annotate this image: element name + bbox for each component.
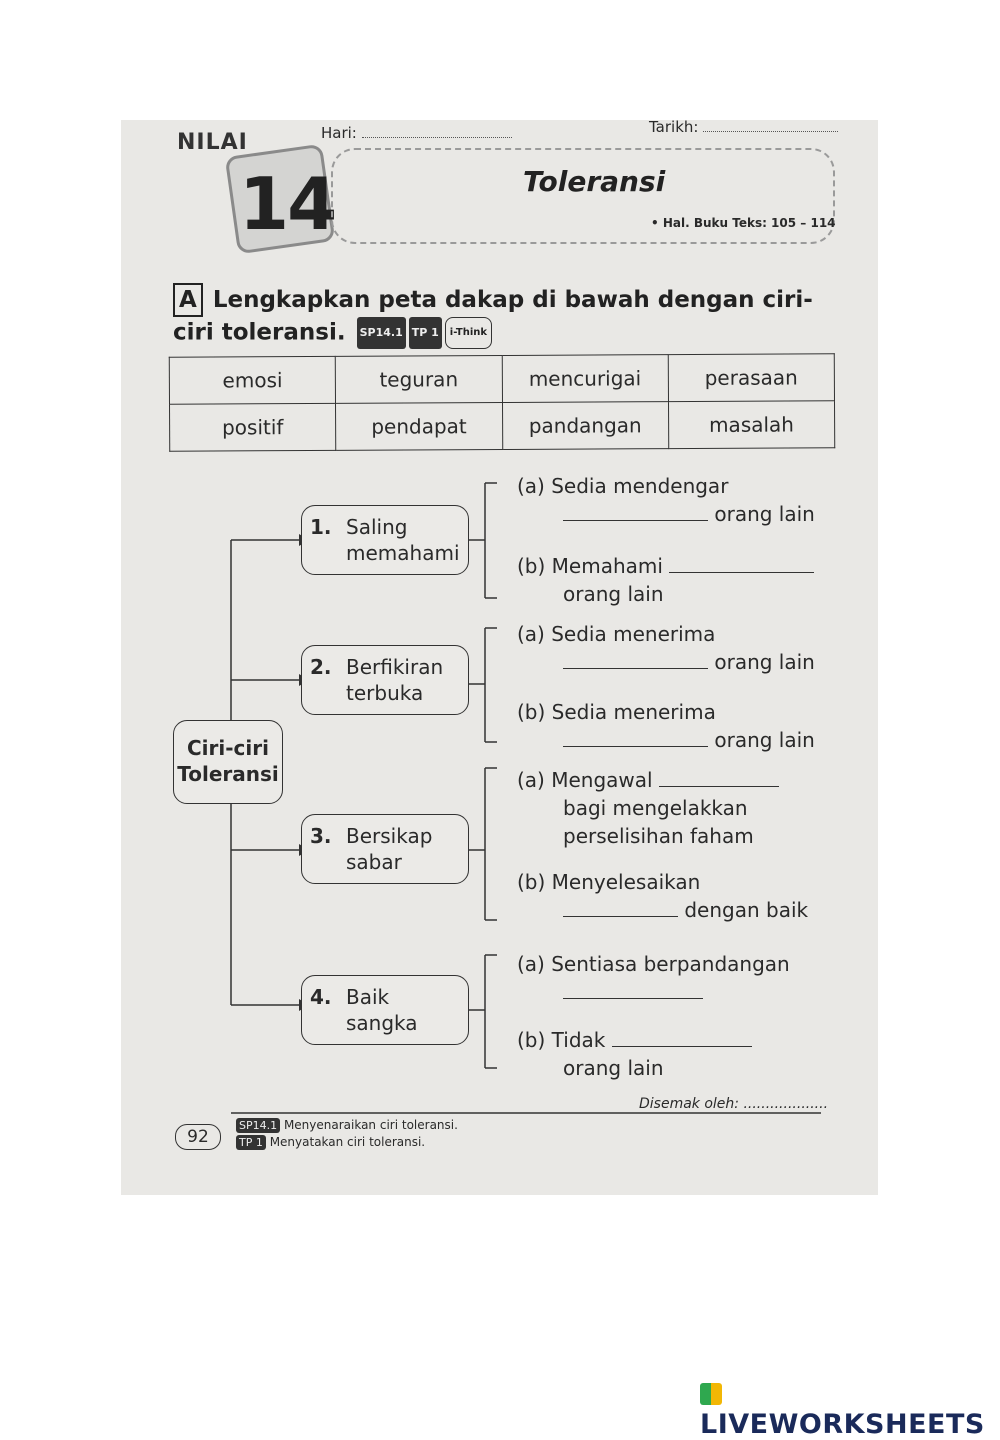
item-after: orang lain — [563, 1056, 664, 1080]
item-label: (a) — [517, 952, 545, 976]
item-after: bagi mengelakkan perselisihan faham — [563, 796, 754, 848]
item-2a — [517, 620, 815, 676]
branch-node — [301, 645, 469, 715]
item-label: (a) — [517, 622, 545, 646]
brand-text: LIVEWORKSHEETS — [700, 1409, 985, 1440]
item-after: orang lain — [714, 650, 815, 674]
item-text: Sedia mendengar — [551, 474, 729, 498]
item-4b — [517, 1026, 752, 1082]
item-text: Tidak — [551, 1028, 606, 1052]
item-label: (b) — [517, 870, 546, 894]
item-label: (a) — [517, 474, 545, 498]
lesson-number: 14 — [239, 162, 336, 246]
word-cell[interactable]: perasaan — [668, 354, 834, 402]
word-cell[interactable]: teguran — [336, 356, 502, 404]
footnote-sp-tag: SP14.1 — [236, 1118, 280, 1133]
root-node: Ciri-ciri Toleransi — [173, 720, 283, 804]
word-cell[interactable]: positif — [170, 403, 336, 451]
item-after: dengan baik — [684, 898, 809, 922]
answer-blank[interactable] — [563, 898, 678, 917]
item-label: (b) — [517, 700, 546, 724]
word-cell[interactable]: masalah — [668, 401, 834, 449]
item-after: orang lain — [714, 502, 815, 526]
sp-tag: SP14.1 — [357, 317, 406, 349]
branch-label: Baik sangka — [346, 985, 418, 1035]
answer-blank[interactable] — [563, 502, 708, 521]
item-after: orang lain — [714, 728, 815, 752]
item-4a — [517, 950, 790, 1006]
word-cell[interactable]: pandangan — [502, 402, 668, 450]
footnote-tp-text: Menyatakan ciri toleransi. — [269, 1135, 426, 1149]
branch-number: 4. — [310, 985, 332, 1009]
item-label: (a) — [517, 768, 545, 792]
item-1a — [517, 472, 815, 528]
page-title: Toleransi — [523, 165, 666, 198]
liveworksheets-logo — [700, 1378, 1000, 1440]
branch-label: Saling memahami — [346, 515, 460, 565]
footnote-sp — [233, 1118, 458, 1133]
hari-label: Hari: — [321, 124, 357, 142]
word-cell[interactable]: mencurigai — [502, 355, 668, 403]
liveworksheets-icon — [700, 1383, 722, 1405]
instruction-text: Lengkapkan peta dakap di bawah dengan ciri-ciri toleransi. — [173, 287, 813, 346]
item-text: Sentiasa berpandangan — [551, 952, 790, 976]
answer-blank[interactable] — [612, 1028, 752, 1047]
disemak-oleh: Disemak oleh: ................... — [639, 1096, 829, 1112]
answer-blank[interactable] — [669, 554, 814, 573]
item-1b — [517, 552, 814, 608]
item-text: Sedia menerima — [551, 700, 716, 724]
ithink-tag: i-Think — [445, 317, 492, 349]
branch-number: 2. — [310, 655, 332, 679]
answer-blank[interactable] — [563, 650, 708, 669]
branch-label: Bersikap sabar — [346, 824, 433, 874]
tarikh-label: Tarikh: — [649, 120, 699, 136]
item-2b — [517, 698, 815, 754]
page-number: 92 — [175, 1124, 221, 1150]
item-label: (b) — [517, 554, 546, 578]
footnote-tp-tag: TP 1 — [236, 1135, 266, 1150]
item-after: orang lain — [563, 582, 664, 606]
item-label: (b) — [517, 1028, 546, 1052]
branch-node — [301, 975, 469, 1045]
footnote-sp-text: Menyenaraikan ciri toleransi. — [283, 1118, 458, 1132]
item-text: Sedia menerima — [551, 622, 716, 646]
branch-node — [301, 505, 469, 575]
tp-tag: TP 1 — [409, 317, 442, 349]
item-text: Memahami — [551, 554, 663, 578]
answer-blank[interactable] — [563, 728, 708, 747]
textbook-pages: • Hal. Buku Teks: 105 – 114 — [651, 216, 836, 230]
worksheet-photo — [121, 120, 878, 1195]
answer-blank[interactable] — [659, 768, 779, 787]
item-3b — [517, 868, 808, 924]
answer-blank[interactable] — [563, 980, 703, 999]
branch-label: Berfikiran terbuka — [346, 655, 444, 705]
item-text: Mengawal — [551, 768, 653, 792]
branch-number: 1. — [310, 515, 332, 539]
item-3a — [517, 766, 817, 850]
word-cell[interactable]: pendapat — [336, 403, 502, 451]
branch-number: 3. — [310, 824, 332, 848]
nilai-label: NILAI — [177, 130, 248, 155]
branch-node — [301, 814, 469, 884]
section-letter: A — [173, 283, 203, 317]
item-text: Menyelesaikan — [551, 870, 701, 894]
word-cell[interactable]: emosi — [169, 356, 335, 404]
footnote-tp — [233, 1135, 425, 1150]
